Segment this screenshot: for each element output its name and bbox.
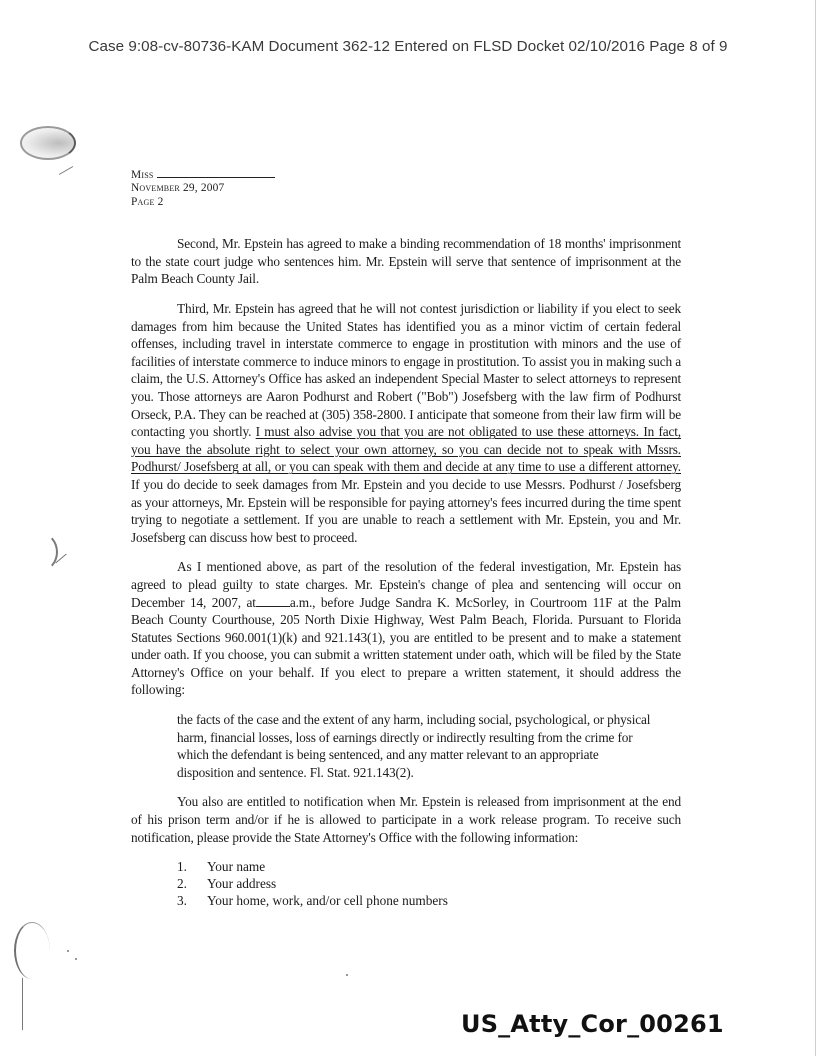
scan-speck bbox=[346, 974, 348, 976]
paragraph-plea-continued: a.m., before Judge Sandra K. McSorley, in Courtroom 11F at the Palm Beach County Courthouse, 205 North Dixie Highway, West Palm Beach, Florida. Pursuant to Florida Statutes Sections 960.001(1)(k) and 921.143(1), you are entitled to be present and to make a statement under oath. If you choose, you can submit a written statement under oath, which will be filed by the State Attorney's Office on your behalf. If you elect to prepare a written statement, it should address the following: bbox=[131, 594, 681, 698]
punch-hole-bottom bbox=[14, 922, 50, 979]
bates-number: US_Atty_Cor_00261 bbox=[461, 1010, 724, 1038]
margin-mark bbox=[22, 978, 23, 1030]
list-number: 1. bbox=[177, 859, 187, 875]
margin-mark bbox=[59, 166, 73, 175]
paragraph-notification: You also are entitled to notification when Mr. Epstein is released from imprisonment at the end of his prison term and/or if he is allowed to participate in a work release program. To receive such notification, please provide the State Attorney's Office with the following information: bbox=[131, 794, 681, 845]
list-text: Your address bbox=[207, 876, 277, 892]
page-number: Page 2 bbox=[131, 195, 164, 208]
letter-date: November 29, 2007 bbox=[131, 182, 225, 195]
punch-hole-top bbox=[20, 126, 76, 160]
list-text: Your name bbox=[207, 859, 266, 875]
time-blank bbox=[256, 596, 290, 607]
recipient-blank bbox=[157, 168, 275, 178]
punch-hole-middle bbox=[22, 532, 58, 572]
list-item bbox=[177, 858, 681, 875]
attorney-advisory-underlined: I must also advise you that you are not obligated to use these attorneys. In fact, you have the absolute right to select your own attorney, so you can decide not to speak with Mssrs. Podhurst/ Josefsberg at all, or you can speak with them and decide at any time to use a different attorney. bbox=[131, 424, 681, 475]
required-info-list bbox=[177, 858, 681, 909]
paragraph-third-text: Third, Mr. Epstein has agreed that he will not contest jurisdiction or liability if you elect to seek damages from him because the United States has identified you as a minor victim of certain federal offenses, including travel in interstate commerce to engage in prostitution with minors and the use of facilities of interstate commerce to induce minors to engage in prostitution. To assist you in making such a claim, the U.S. Attorney's Office has asked an independent Special Master to select attorneys to represent you. Those attorneys are Aaron Podhurst and Robert ("Bob") Josefsberg with the law firm of Podhurst Orseck, P.A. They can be reached at (305) 358-2800. I anticipate that someone from their law firm will be contacting you shortly. bbox=[131, 301, 681, 440]
list-item bbox=[177, 875, 681, 892]
letter-page bbox=[131, 168, 681, 909]
list-number: 2. bbox=[177, 876, 187, 892]
list-number: 3. bbox=[177, 893, 187, 909]
letter-heading bbox=[131, 168, 681, 209]
list-item bbox=[177, 892, 681, 909]
statute-quote: the facts of the case and the extent of any harm, including social, psychological, or physical harm, financial losses, loss of earnings directly or indirectly resulting from the crime for which the defendant is being sentenced, and any matter relevant to an appropriate disposition and sentence. Fl. Stat. 921.143(2). bbox=[177, 712, 651, 780]
recipient-prefix: Miss bbox=[131, 169, 154, 181]
scan-speck bbox=[75, 958, 77, 960]
scan-speck bbox=[67, 950, 69, 952]
list-text: Your home, work, and/or cell phone numbers bbox=[207, 893, 448, 909]
paragraph-third-continued: If you do decide to seek damages from Mr. Epstein and you decide to use Messrs. Podhurst / Josefsberg as your attorneys, Mr. Epstein will be responsible for paying attorney's fees incurred during the time spent trying to negotiate a settlement. If you are unable to reach a settlement with Mr. Epstein, you and Mr. Josefsberg can discuss how best to proceed. bbox=[131, 476, 681, 545]
paragraph-plea bbox=[131, 558, 681, 699]
court-docket-header: Case 9:08-cv-80736-KAM Document 362-12 Entered on FLSD Docket 02/10/2016 Page 8 of 9 bbox=[88, 38, 728, 55]
recipient-line bbox=[131, 168, 681, 182]
paragraph-second: Second, Mr. Epstein has agreed to make a binding recommendation of 18 months' imprisonment to the state court judge who sentences him. Mr. Epstein will serve that sentence of imprisonment at the Palm Beach County Jail. bbox=[131, 236, 681, 287]
paragraph-third bbox=[131, 300, 681, 546]
paragraph-plea-text: As I mentioned above, as part of the resolution of the federal investigation, Mr. Epstein has agreed to plead guilty to state charges. Mr. Epstein's change of plea and sentencing will occur on December 14, 2007, at bbox=[131, 559, 681, 610]
